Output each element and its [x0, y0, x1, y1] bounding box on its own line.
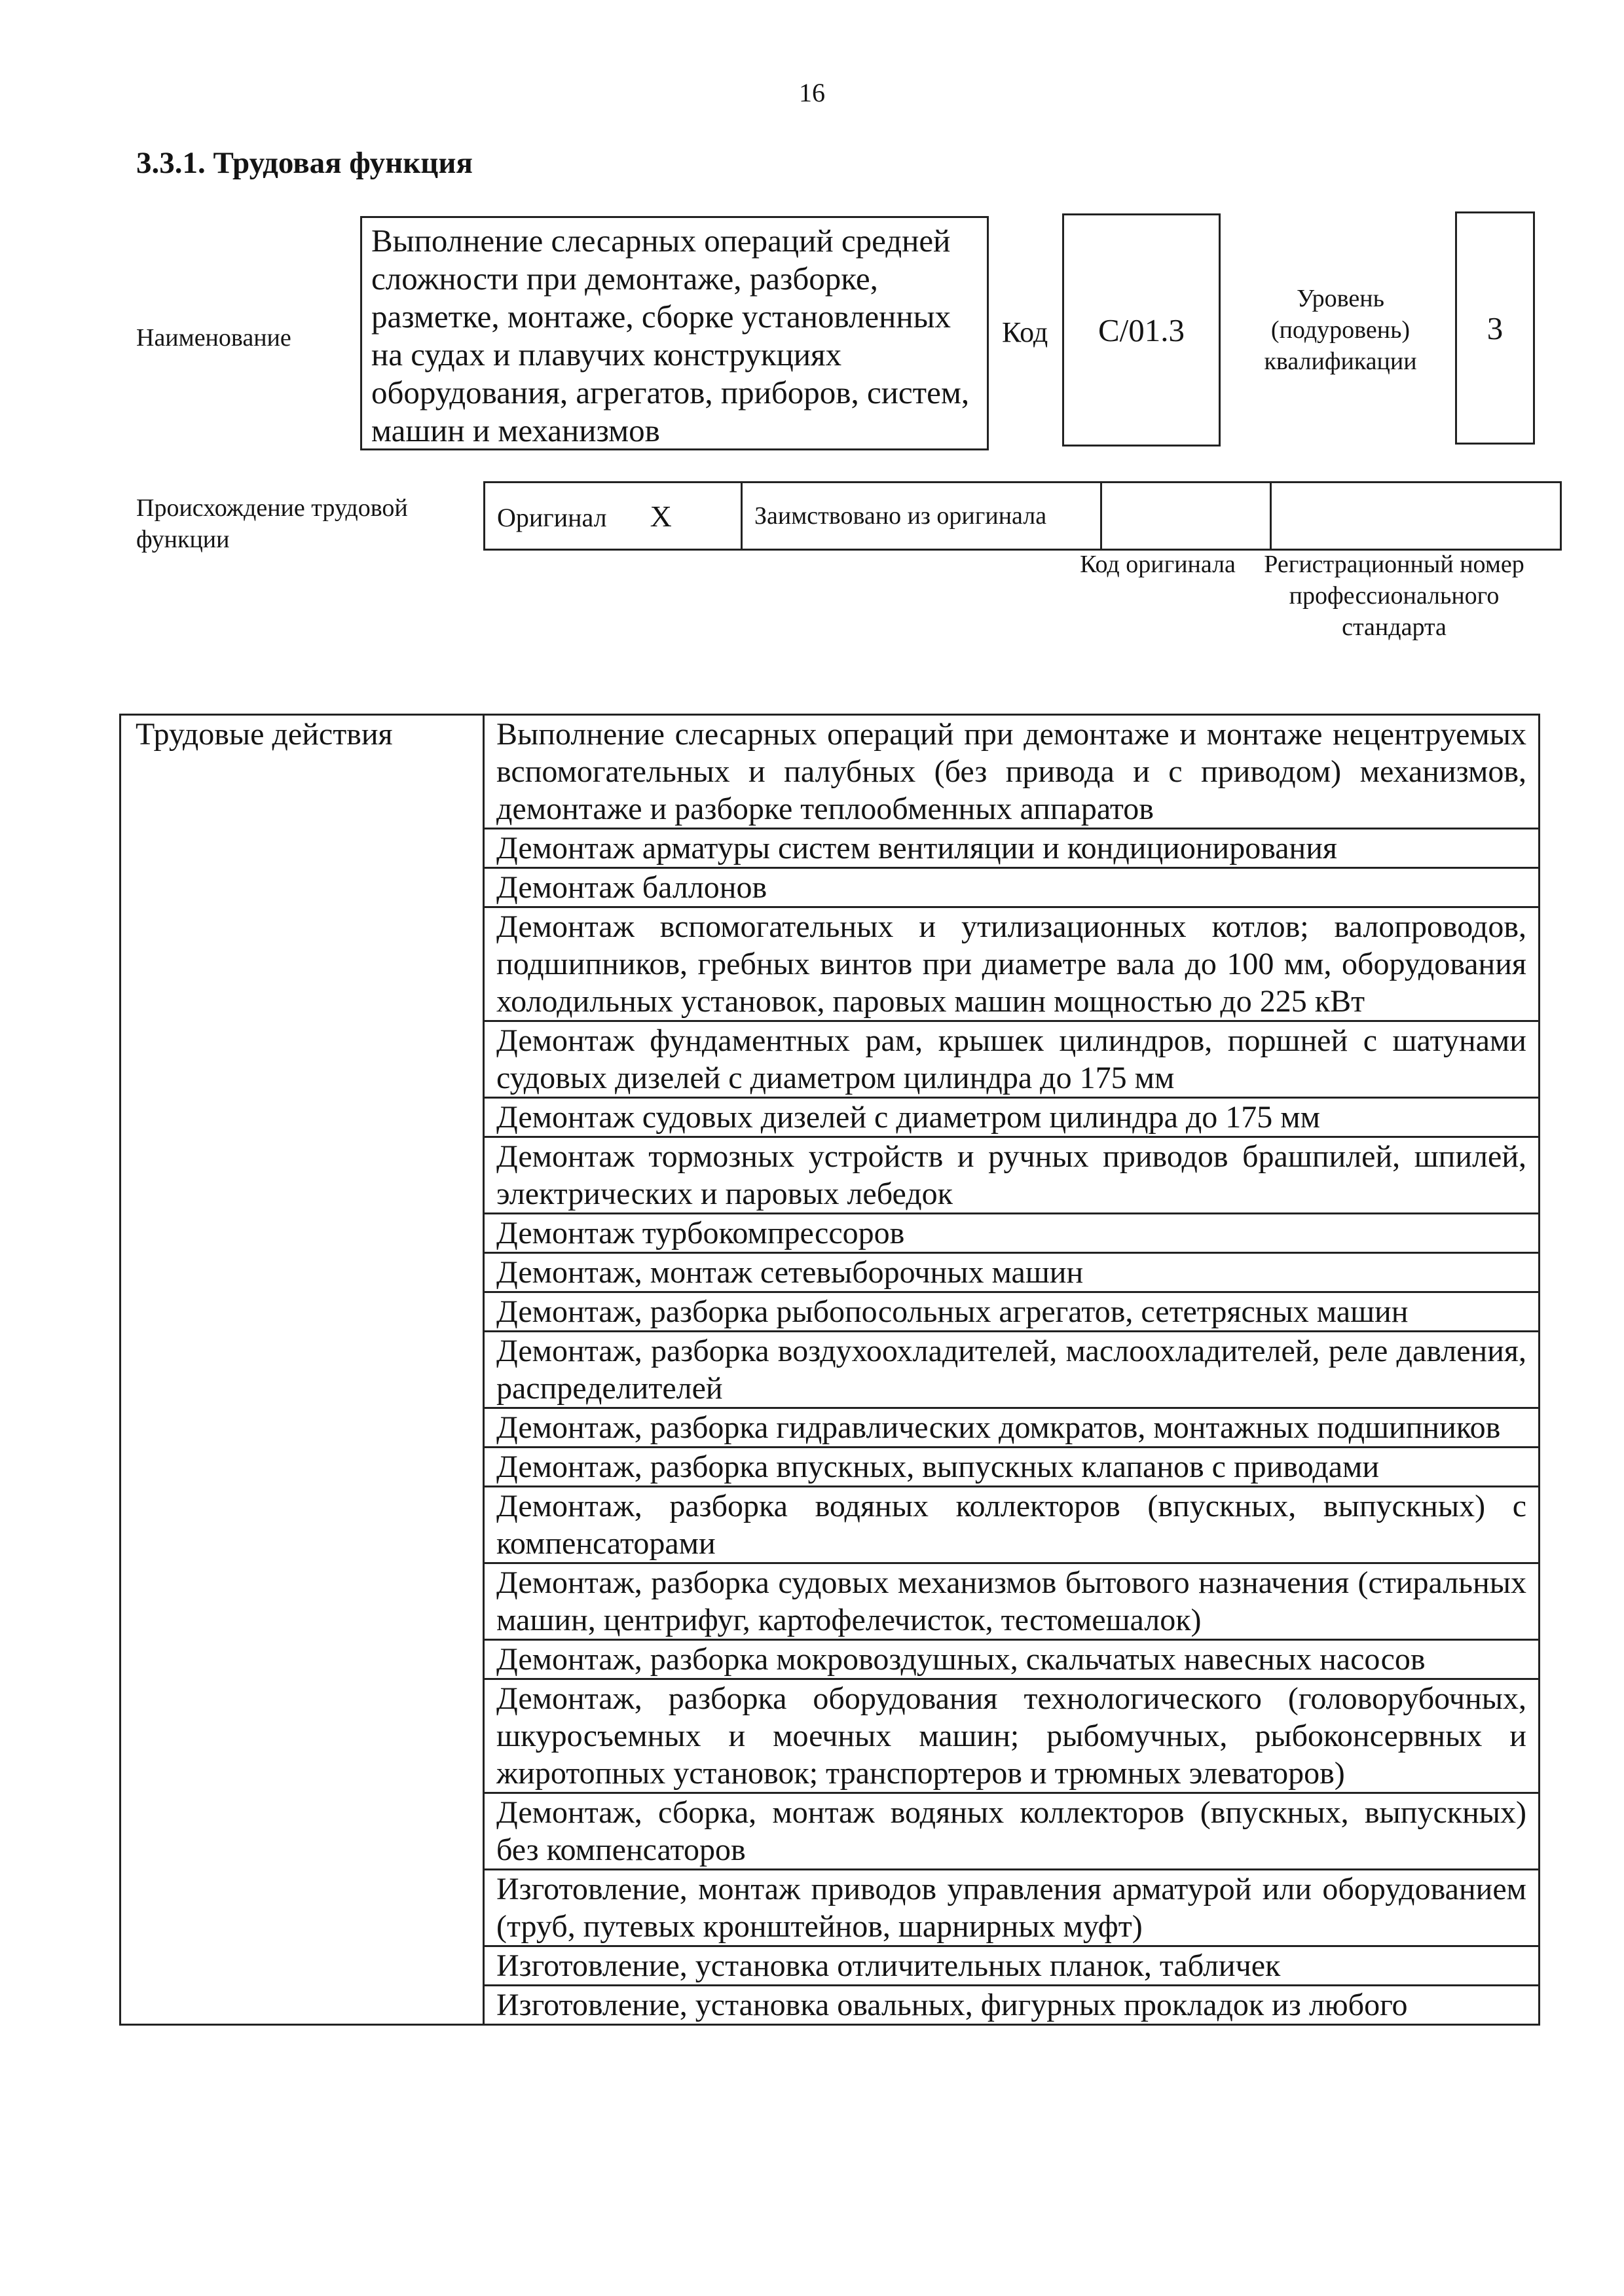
origin-code-caption: Код оригинала [1080, 551, 1236, 578]
labor-action-item: Демонтаж тормозных устройств и ручных приводов брашпилей, шпилей, электрических и паровых лебедок [484, 1137, 1540, 1214]
labor-action-item: Демонтаж, монтаж сетевыборочных машин [484, 1253, 1540, 1292]
origin-reg-caption: Регистрационный номер профессионального стандарта [1264, 551, 1524, 641]
labor-action-item: Демонтаж, сборка, монтаж водяных коллекторов (впускных, выпускных) без компенсаторов [484, 1793, 1540, 1870]
labor-action-item: Демонтаж фундаментных рам, крышек цилиндров, поршней с шатунами судовых дизелей с диаметром цилиндра до 175 мм [484, 1021, 1540, 1098]
labor-action-item: Демонтаж арматуры систем вентиляции и кондиционирования [484, 829, 1540, 868]
qualification-level-label: Уровень (подуровень) квалификации [1264, 285, 1417, 375]
origin-borrowed-label: Заимствовано из оригинала [754, 502, 1047, 530]
labor-action-item: Демонтаж вспомогательных и утилизационных котлов; валопроводов, подшипников, гребных винтов при диаметре вала до 100 мм, оборудования холодильных установок, паровых машин мощностью до 225 кВт [484, 907, 1540, 1021]
table-row [120, 715, 1540, 829]
origin-code-cell [1101, 483, 1271, 550]
origin-table [483, 481, 1562, 551]
labor-action-item: Демонтаж турбокомпрессоров [484, 1214, 1540, 1253]
labor-action-item: Демонтаж, разборка гидравлических домкратов, монтажных подшипников [484, 1408, 1540, 1448]
qualification-level-box [1455, 211, 1535, 445]
origin-reg-number-cell [1271, 483, 1561, 550]
code-label: Код [1002, 316, 1048, 348]
labor-action-item: Выполнение слесарных операций при демонтаже и монтаже нецентруемых вспомогательных и палубных (без привода и с приводом) механизмов, демонтаже и разборке теплообменных аппаратов [484, 715, 1540, 829]
name-label: Наименование [136, 324, 291, 352]
code-box [1062, 213, 1221, 446]
labor-action-item: Демонтаж, разборка мокровоздушных, скальчатых навесных насосов [484, 1640, 1540, 1679]
page-number: 16 [799, 78, 825, 107]
labor-action-item: Изготовление, установка овальных, фигурных прокладок из любого [484, 1986, 1540, 2025]
origin-original-mark: X [650, 499, 672, 533]
function-name-box [360, 216, 989, 450]
labor-action-item: Демонтаж, разборка воздухоохладителей, маслоохладителей, реле давления, распределителей [484, 1332, 1540, 1408]
function-name-text: Выполнение слесарных операций средней сложности при демонтаже, разборке, разметке, монтаже, сборке установленных на судах и плавучих конструкциях оборудования, агрегатов, приборов, систем, машин и механизмов [371, 223, 970, 448]
qualification-level-value: 3 [1486, 310, 1504, 346]
origin-original-cell [485, 483, 742, 550]
labor-action-item: Демонтаж, разборка оборудования технологического (головорубочных, шкуросъемных и моечных машин; рыбомучных, рыбоконсервных и жиротопных установок; транспортеров и трюмных элеваторов) [484, 1679, 1540, 1793]
labor-action-item: Изготовление, установка отличительных планок, табличек [484, 1946, 1540, 1986]
origin-label: Происхождение трудовой функции [136, 494, 408, 553]
labor-action-item: Демонтаж, разборка рыбопосольных агрегатов, сететрясных машин [484, 1292, 1540, 1332]
labor-action-item: Демонтаж судовых дизелей с диаметром цилиндра до 175 мм [484, 1098, 1540, 1137]
labor-action-item: Демонтаж, разборка судовых механизмов бытового назначения (стиральных машин, центрифуг, картофелечисток, тестомешалок) [484, 1563, 1540, 1640]
origin-original-label: Оригинал [497, 502, 607, 532]
section-title: 3.3.1. Трудовая функция [136, 146, 473, 180]
labor-actions-table [119, 714, 1540, 2026]
labor-action-item: Изготовление, монтаж приводов управления арматурой или оборудованием (труб, путевых кронштейнов, шарнирных муфт) [484, 1870, 1540, 1946]
origin-borrowed-cell [742, 483, 1101, 550]
code-value: C/01.3 [1098, 312, 1185, 348]
labor-action-item: Демонтаж, разборка впускных, выпускных клапанов с приводами [484, 1448, 1540, 1487]
labor-action-item: Демонтаж, разборка водяных коллекторов (впускных, выпускных) с компенсаторами [484, 1487, 1540, 1563]
labor-action-item: Демонтаж баллонов [484, 868, 1540, 907]
labor-actions-label: Трудовые действия [120, 715, 484, 2025]
